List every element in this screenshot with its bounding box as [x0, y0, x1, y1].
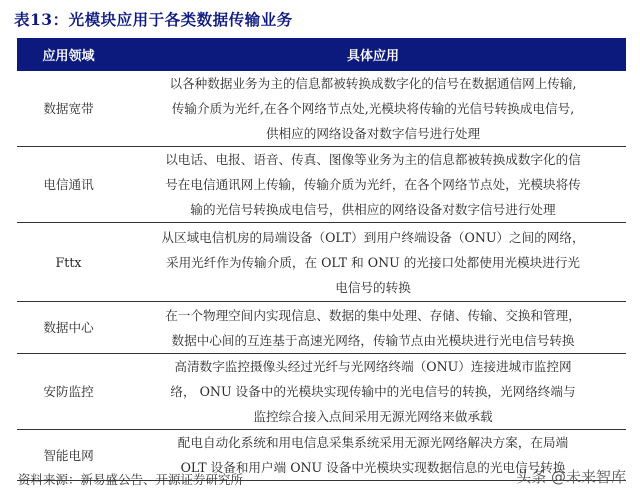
application-line: 号在电信通讯网上传输，传输介质为光纤，在各个网络节点处，光模块将传	[165, 177, 581, 192]
application-line: 供相应的网络设备对数字信号进行处理	[265, 126, 481, 141]
application-line: 监控综合接入点间采用无源光网络来做承载	[253, 409, 493, 424]
table-header-row	[17, 38, 626, 71]
application-line: 从区域电信机房的局端设备（OLT）到用户终端设备（ONU）之间的网络，	[161, 229, 585, 245]
watermark: 头条 @未来智库	[516, 468, 626, 486]
application-line: 输的光信号转换成电信号，供相应的网络设备对数字信号进行处理	[190, 202, 556, 217]
source-note: 资料来源：新易盛公告、开源证券研究所	[18, 472, 244, 487]
application-cell	[120, 71, 626, 147]
application-cell	[120, 302, 626, 354]
area-cell: 智能电网	[17, 430, 120, 481]
application-line: 在一个物理空间内实现信息、数据的集中处理、存储、传输、交换和管理，	[165, 307, 581, 323]
application-line: 电信号的转换	[335, 279, 411, 295]
application-line: 以各种数据业务为主的信息都被转换成数字化的信号在数据通信网上传输,	[169, 76, 577, 91]
application-line: 配电自动化系统和用电信息采集系统采用无源光网络解决方案，在局端	[177, 435, 569, 450]
application-line: 传输介质为光纤,在各个网络节点处,光模块将传输的光信号转换成电信号,	[171, 101, 575, 116]
application-line: 采用光纤作为传输介质，在 OLT 和 ONU 的光接口处都使用光模块进行光	[165, 254, 581, 270]
header-area: 应用领域	[17, 38, 120, 71]
application-table	[17, 38, 626, 481]
application-line: OLT 设备和用户端 ONU 设备中光模块实现数据信息的光电信号转换	[180, 460, 566, 475]
application-line: 以电话、电报、语音、传真、图像等业务为主的信息都被转换成数字化的信	[165, 152, 581, 167]
table-row	[17, 71, 626, 147]
table-row	[17, 302, 626, 354]
table-row	[17, 223, 626, 302]
application-line: 高清数字监控摄像头经过光纤与光网络终端（ONU）连接进城市监控网	[174, 359, 572, 374]
area-cell: Fttx	[17, 223, 120, 302]
table-row	[17, 147, 626, 223]
table-row	[17, 354, 626, 430]
area-cell: 电信通讯	[17, 147, 120, 223]
area-cell: 数据宽带	[17, 71, 120, 147]
table-title: 表13：光模块应用于各类数据传输业务	[14, 10, 293, 29]
application-line: 数据中心间的互连基于高速光网络，传输节点由光模块进行光电信号转换	[171, 332, 575, 348]
area-cell: 数据中心	[17, 302, 120, 354]
application-cell	[120, 147, 626, 223]
application-line: 络， ONU 设备中的光模块实现传输中的光电信号的转换，光网络终端与	[170, 384, 576, 399]
application-cell	[120, 223, 626, 302]
application-cell	[120, 354, 626, 430]
header-application: 具体应用	[120, 38, 626, 71]
area-cell: 安防监控	[17, 354, 120, 430]
